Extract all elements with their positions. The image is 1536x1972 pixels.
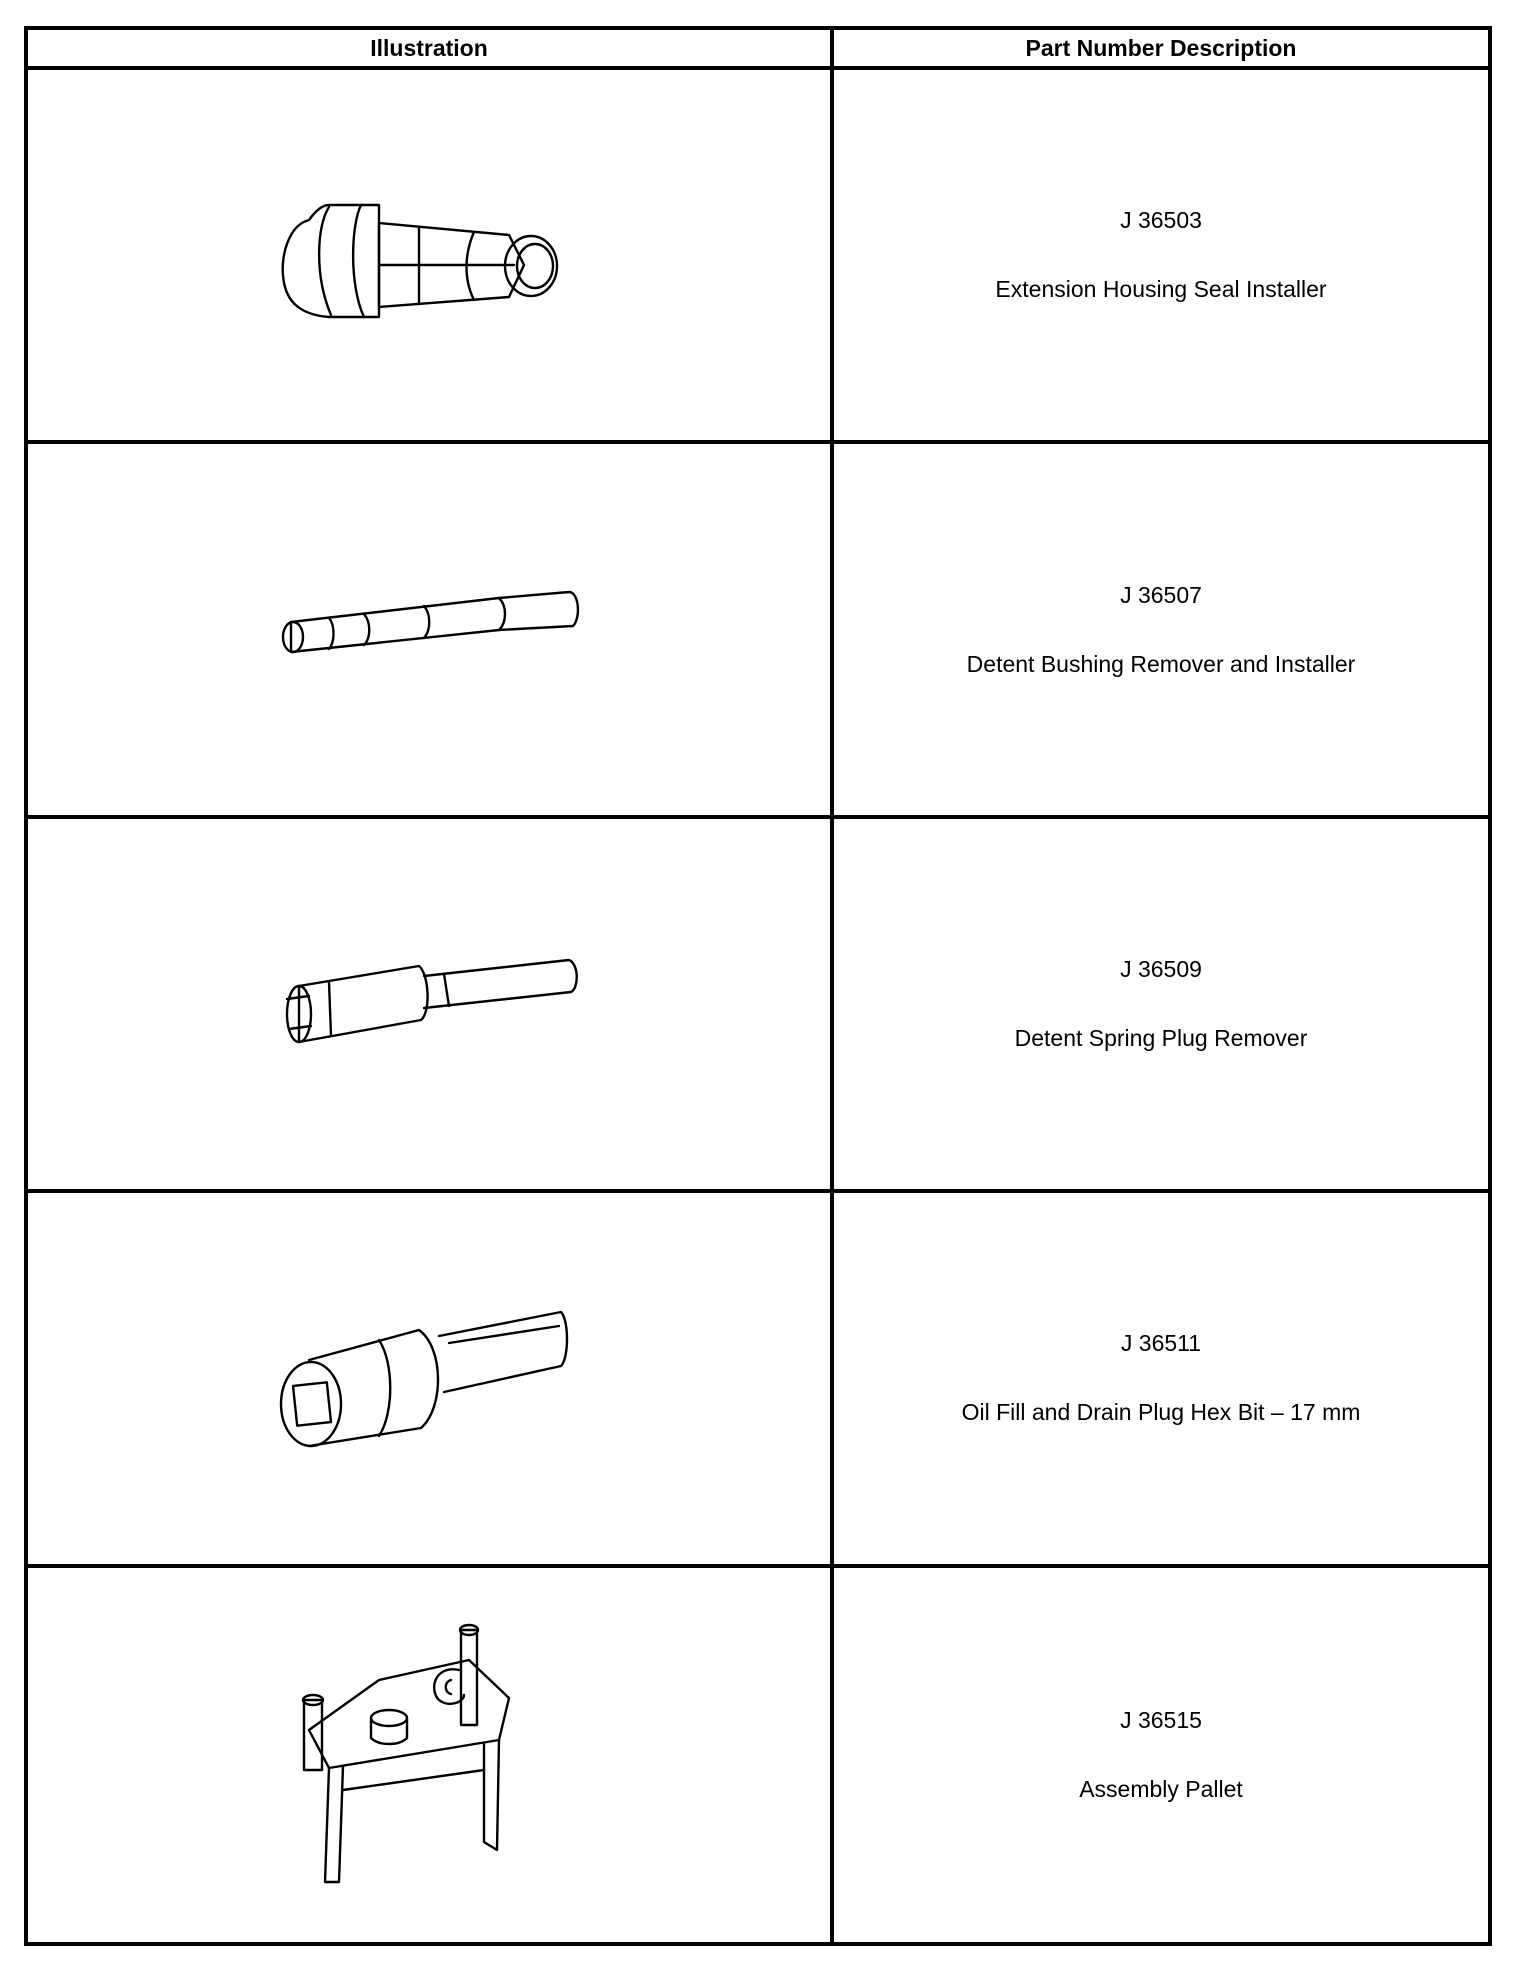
header-part-number-description: Part Number Description bbox=[834, 30, 1488, 70]
plug-remover-icon bbox=[269, 934, 589, 1074]
description-cell bbox=[834, 819, 1488, 1193]
header-illustration: Illustration bbox=[28, 30, 834, 70]
assembly-pallet-icon bbox=[269, 1620, 589, 1890]
part-number: J 36507 bbox=[1120, 581, 1202, 608]
part-number: J 36509 bbox=[1120, 955, 1202, 982]
part-number: J 36503 bbox=[1120, 207, 1202, 234]
description-cell bbox=[834, 1193, 1488, 1567]
description-cell bbox=[834, 70, 1488, 444]
part-description: Oil Fill and Drain Plug Hex Bit – 17 mm bbox=[961, 1399, 1361, 1426]
illustration-cell bbox=[28, 1193, 834, 1567]
part-description: Extension Housing Seal Installer bbox=[995, 276, 1327, 303]
illustration-cell bbox=[28, 819, 834, 1193]
bushing-tool-icon bbox=[269, 570, 589, 690]
part-number: J 36515 bbox=[1120, 1706, 1202, 1733]
illustration-cell bbox=[28, 444, 834, 818]
description-cell bbox=[834, 444, 1488, 818]
hex-bit-icon bbox=[269, 1288, 589, 1468]
special-tools-table bbox=[24, 26, 1492, 1946]
part-description: Detent Spring Plug Remover bbox=[1014, 1024, 1308, 1051]
part-number: J 36511 bbox=[1120, 1330, 1202, 1357]
seal-installer-icon bbox=[269, 165, 589, 345]
illustration-cell bbox=[28, 70, 834, 444]
part-description: Assembly Pallet bbox=[1079, 1775, 1243, 1802]
description-cell bbox=[834, 1568, 1488, 1942]
part-description: Detent Bushing Remover and Installer bbox=[966, 650, 1356, 677]
illustration-cell bbox=[28, 1568, 834, 1942]
